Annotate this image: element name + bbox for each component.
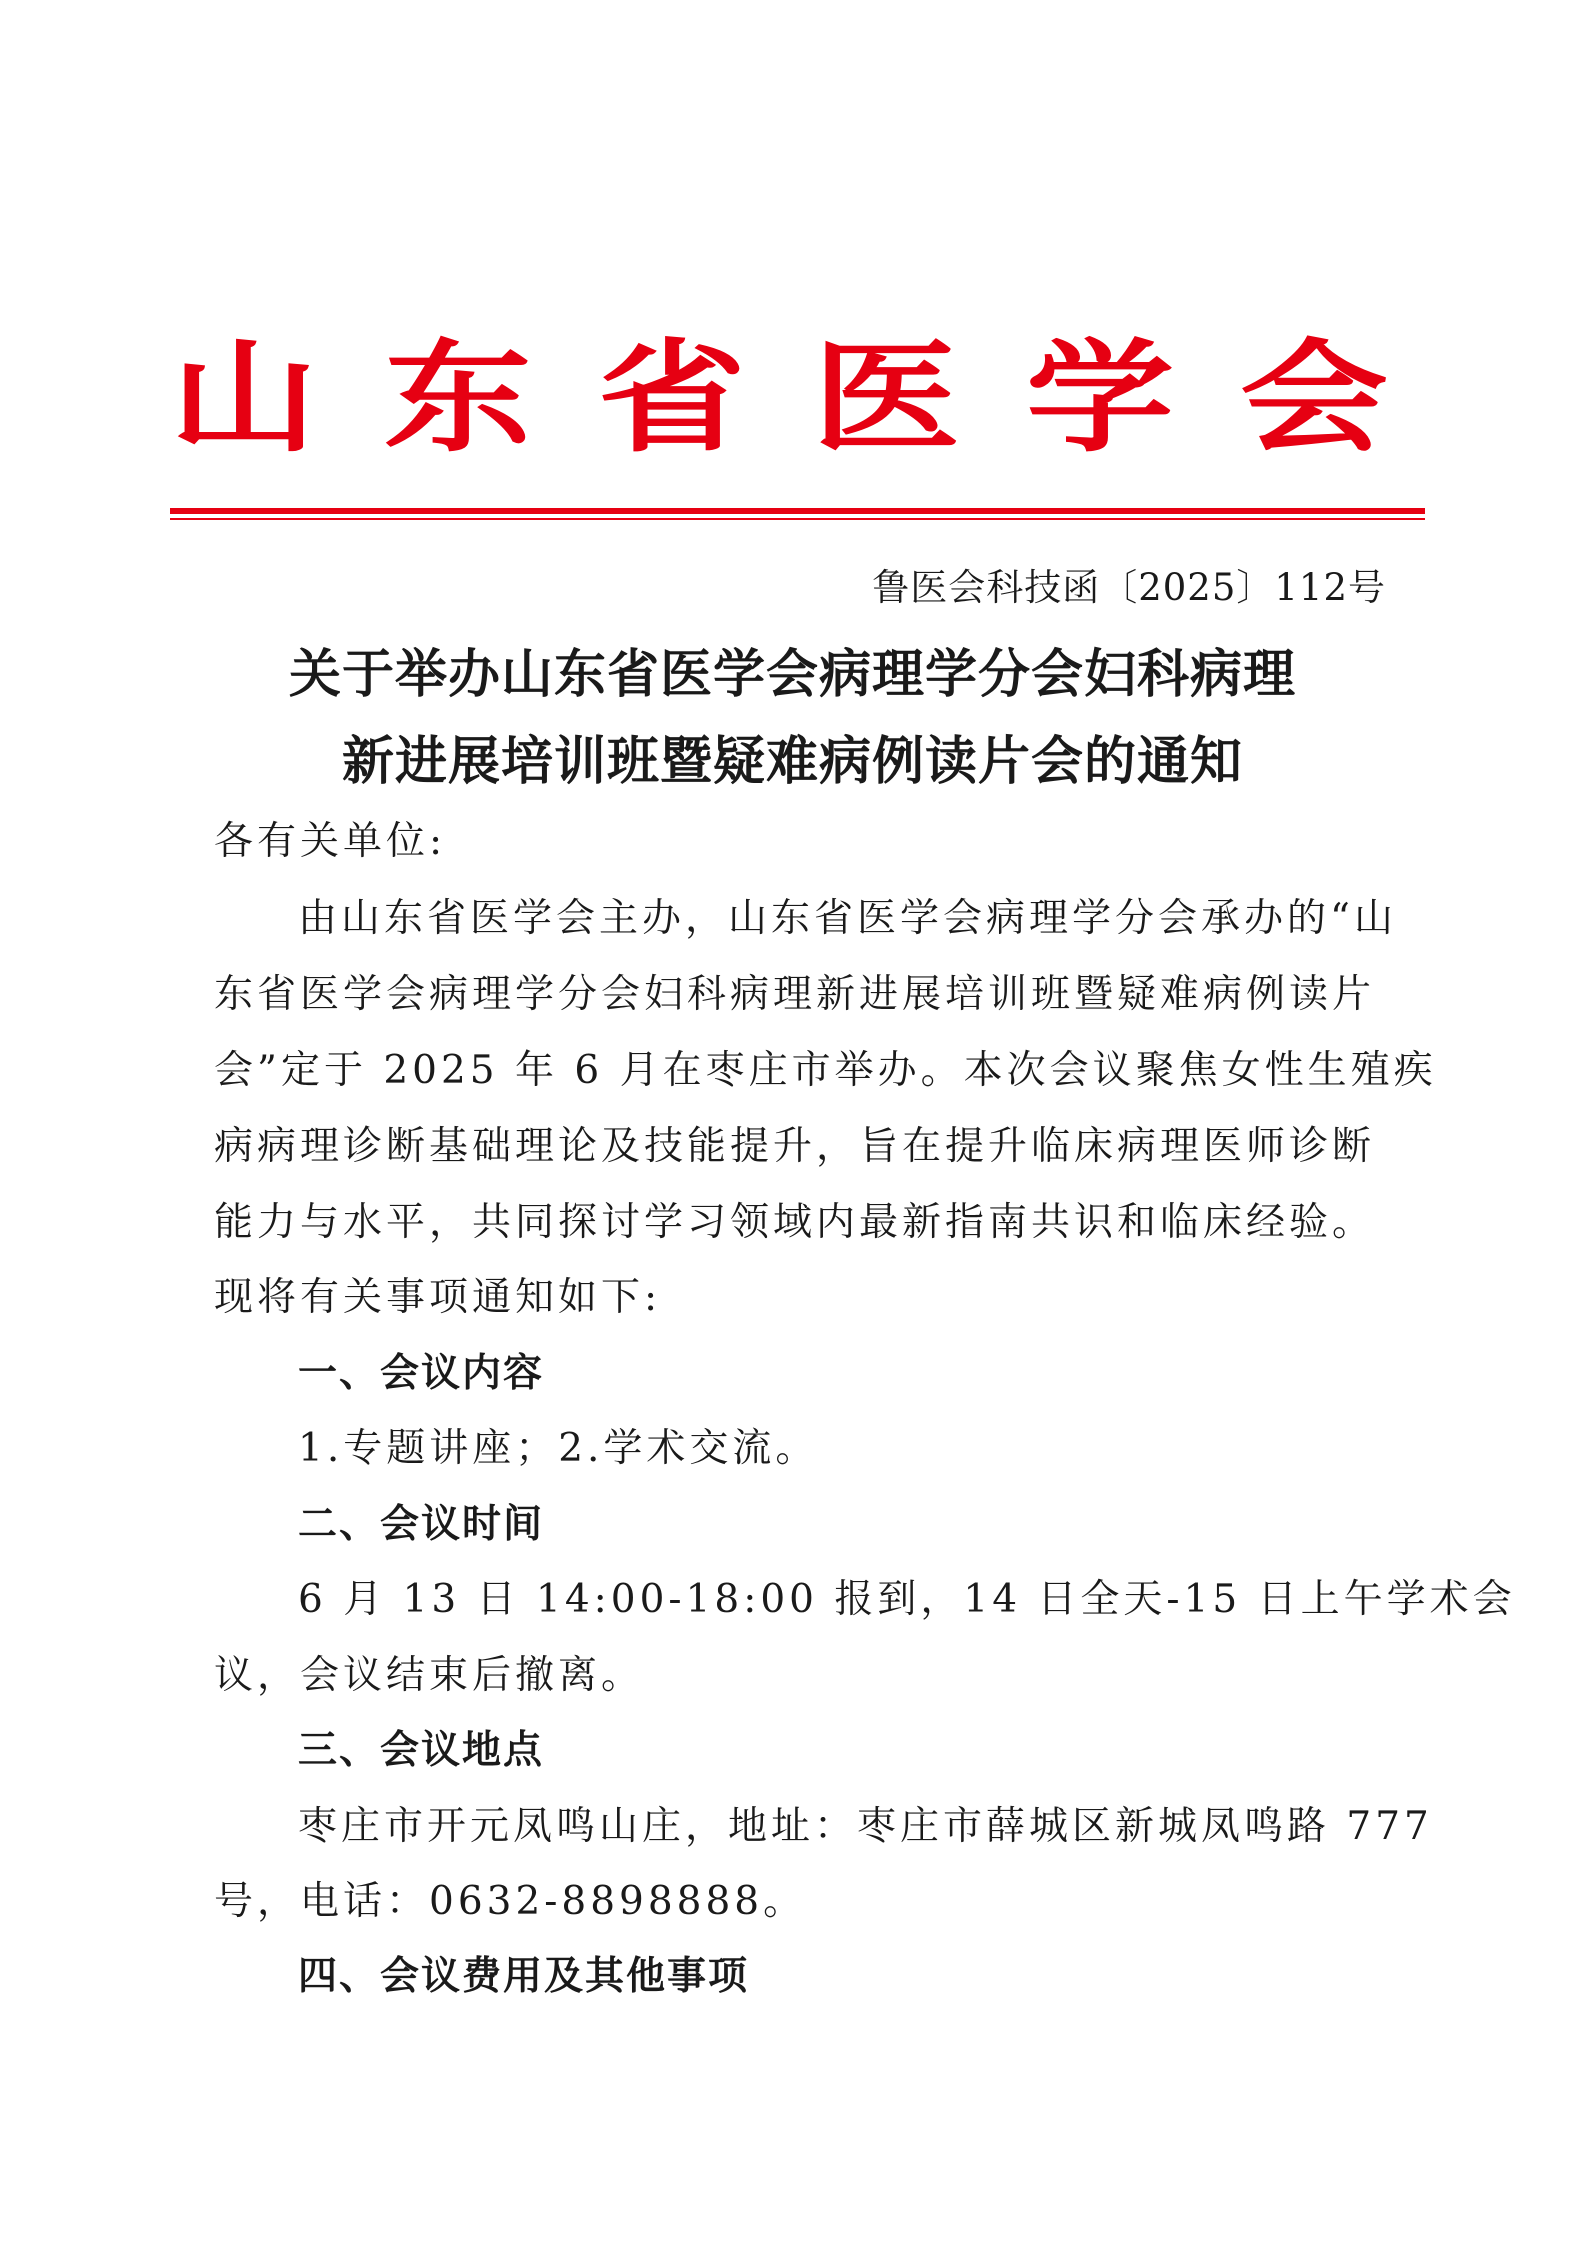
salutation: 各有关单位: bbox=[214, 819, 447, 864]
notice-title-line-2: 新进展培训班暨疑难病例读片会的通知 bbox=[341, 732, 1243, 792]
intro-line: 病病理诊断基础理论及技能提升，旨在提升临床病理医师诊断 bbox=[214, 1124, 1376, 1169]
intro-line: 能力与水平，共同探讨学习领域内最新指南共识和临床经验。 bbox=[214, 1200, 1376, 1245]
intro-line: 由山东省医学会主办，山东省医学会病理学分会承办的“山 bbox=[298, 896, 1397, 941]
section-heading-content: 一、会议内容 bbox=[298, 1351, 545, 1396]
section-text: 6 月 13 日 14:00-18:00 报到，14 日全天-15 日上午学术会 bbox=[298, 1577, 1516, 1622]
red-divider-thick bbox=[170, 508, 1425, 514]
intro-line: 现将有关事项通知如下: bbox=[214, 1275, 662, 1320]
org-name-heading: 山东省医学会 bbox=[170, 327, 1454, 469]
intro-line: 东省医学会病理学分会妇科病理新进展培训班暨疑难病例读片 bbox=[214, 972, 1376, 1017]
notice-title-line-1: 关于举办山东省医学会病理学分会妇科病理 bbox=[288, 645, 1296, 705]
section-text: 号，电话：0632-8898888。 bbox=[214, 1879, 807, 1924]
red-divider-thin bbox=[170, 518, 1425, 520]
section-heading-time: 二、会议时间 bbox=[298, 1502, 545, 1547]
intro-line: 会”定于 2025 年 6 月在枣庄市举办。本次会议聚焦女性生殖疾 bbox=[214, 1048, 1437, 1093]
section-text: 议，会议结束后撤离。 bbox=[214, 1653, 645, 1698]
section-text: 枣庄市开元凤鸣山庄，地址：枣庄市薛城区新城凤鸣路 777 bbox=[298, 1804, 1433, 1849]
section-heading-location: 三、会议地点 bbox=[298, 1728, 545, 1773]
document-number: 鲁医会科技函〔2025〕112号 bbox=[872, 566, 1386, 609]
section-heading-fees: 四、会议费用及其他事项 bbox=[298, 1954, 750, 1999]
section-text: 1.专题讲座；2.学术交流。 bbox=[298, 1426, 819, 1471]
